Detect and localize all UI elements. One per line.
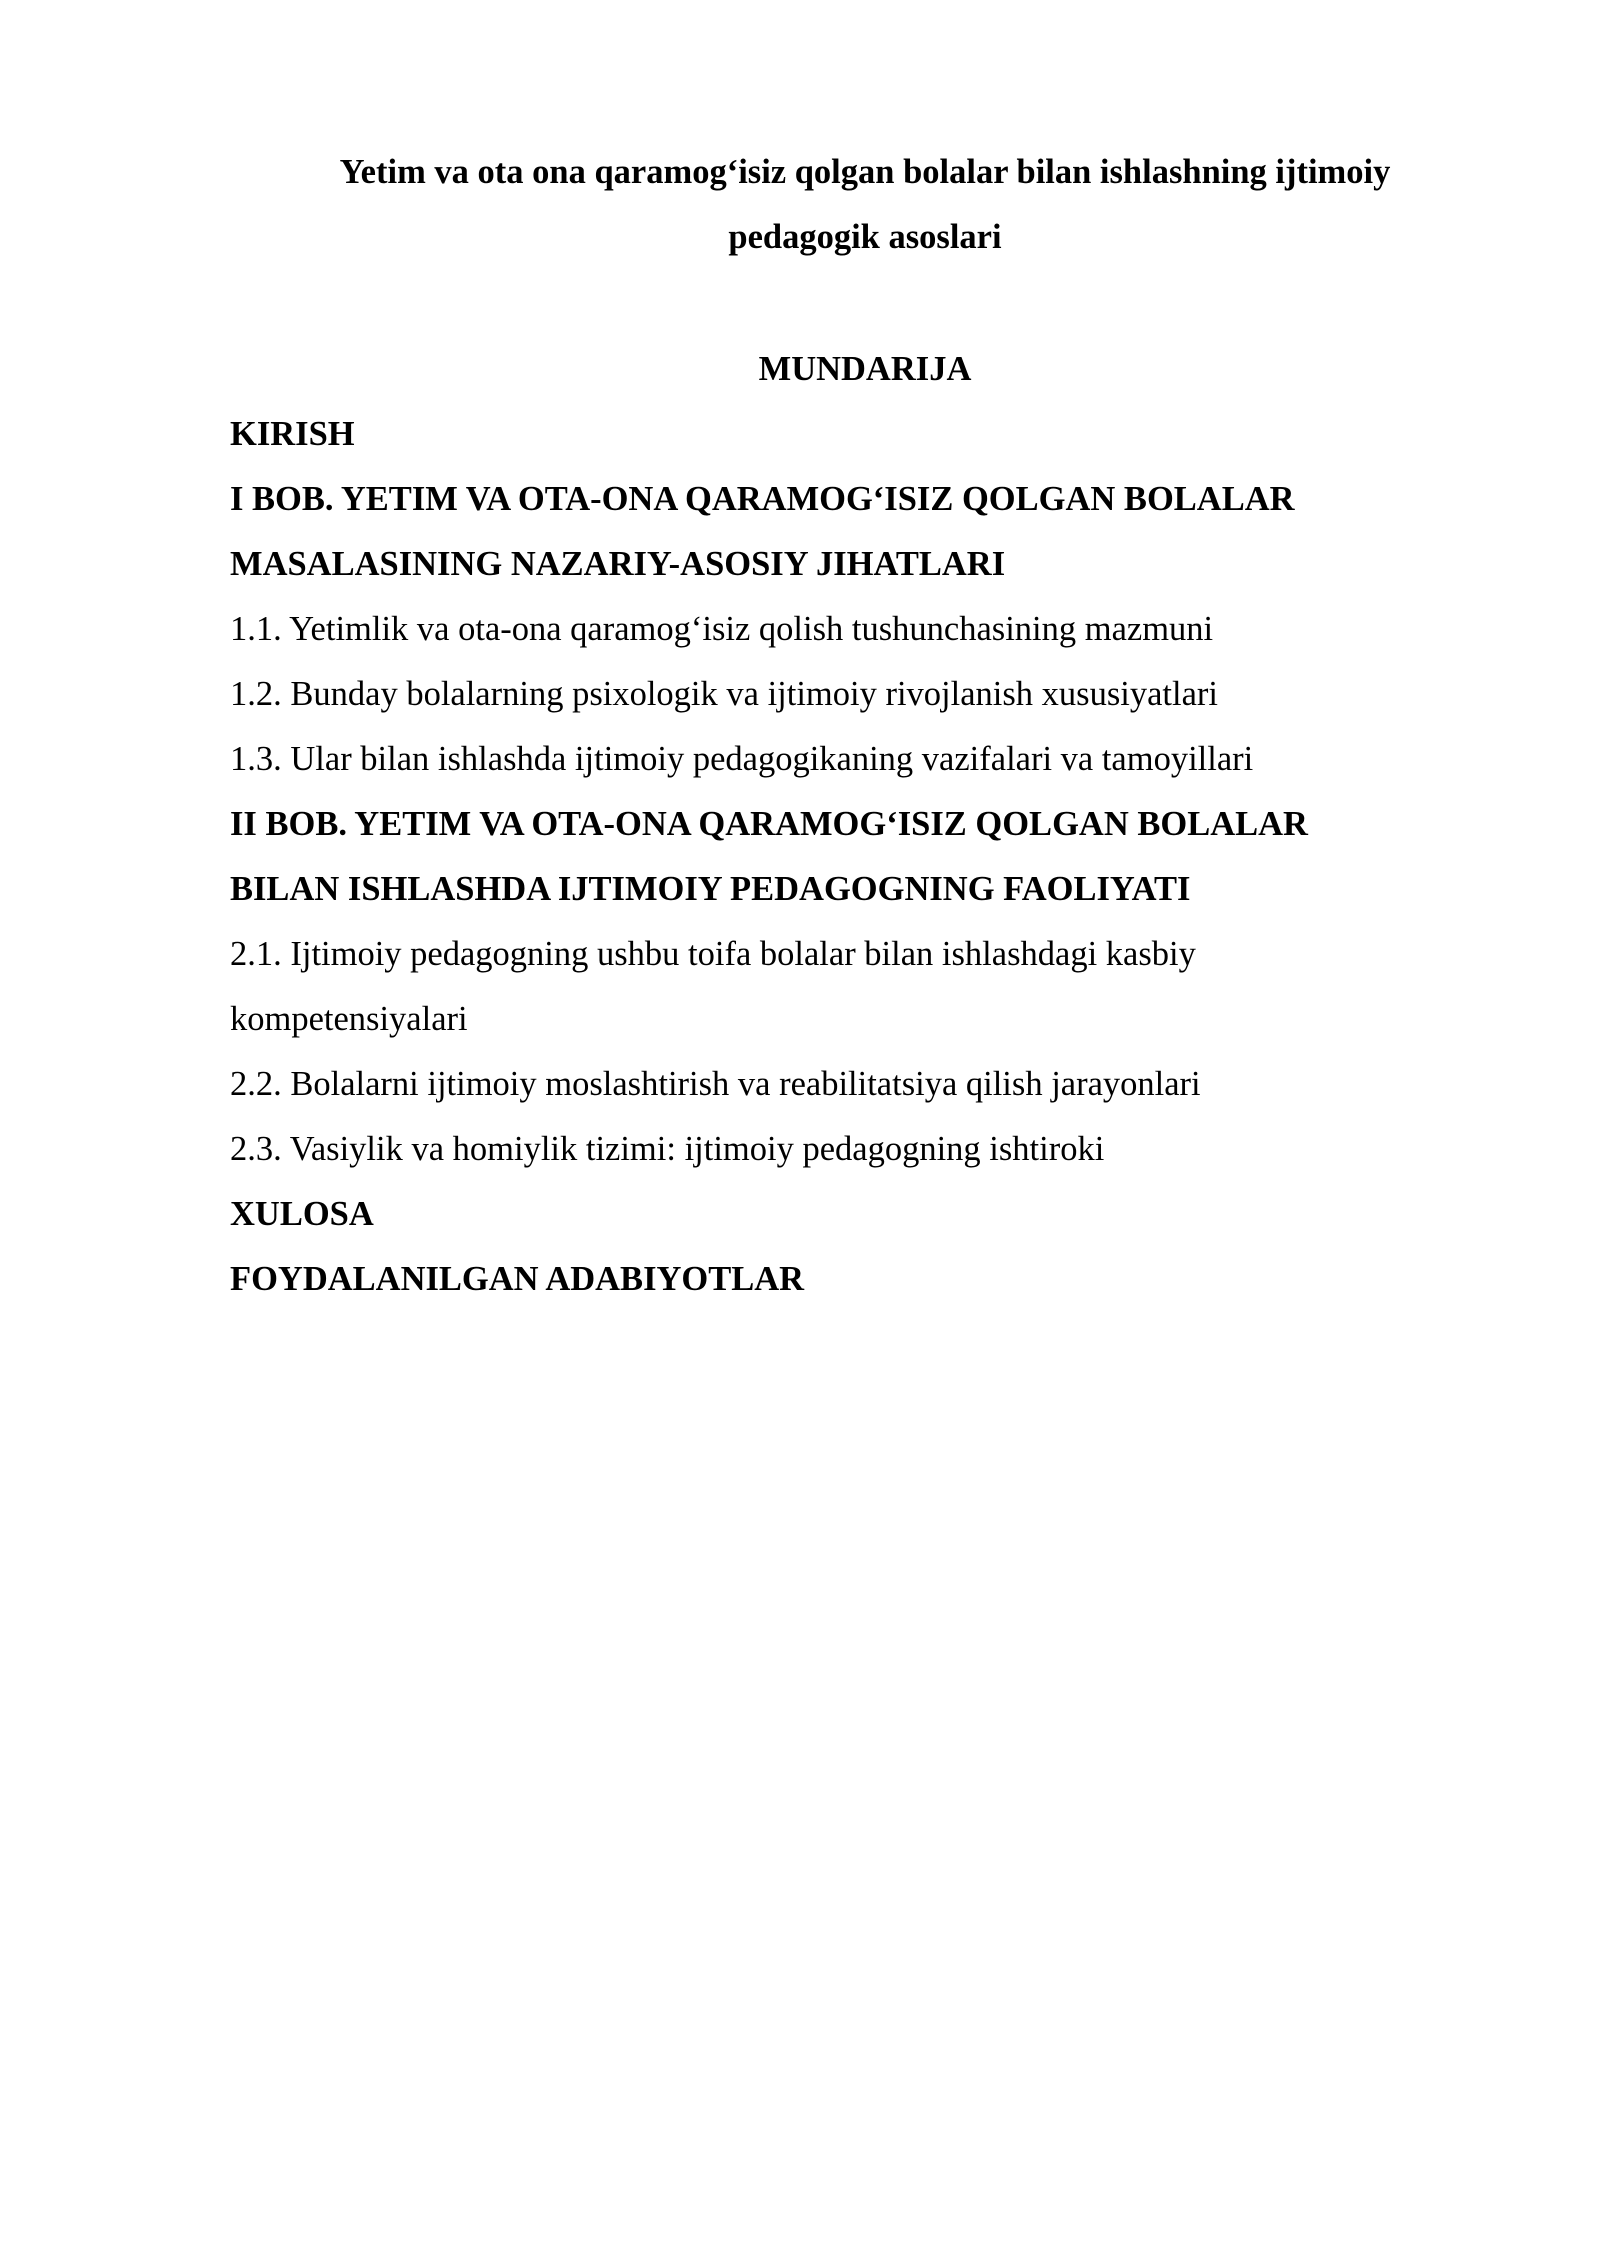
toc-entry-conclusion: XULOSA [230, 1195, 374, 1233]
document-title-line-1: Yetim va ota ona qaramog‘isiz qolgan bolalar bilan ishlashning ijtimoiy [339, 153, 1391, 191]
toc-entry-chapter-2-line-2: BILAN ISHLASHDA IJTIMOIY PEDAGOGNING FAOLIYATI [230, 870, 1191, 908]
toc-entry-introduction: KIRISH [230, 415, 355, 453]
toc-entry-section-1-3: 1.3. Ular bilan ishlashda ijtimoiy pedagogikaning vazifalari va tamoyillari [230, 740, 1254, 778]
document-title-line-2: pedagogik asoslari [728, 218, 1002, 256]
toc-entry-section-2-1-line-2: kompetensiyalari [230, 1000, 468, 1038]
document-title [230, 140, 1500, 270]
toc-entry-chapter-2-line-1: II BOB. YETIM VA OTA-ONA QARAMOG‘ISIZ QOLGAN BOLALAR [230, 805, 1308, 843]
toc-entry-bibliography: FOYDALANILGAN ADABIYOTLAR [230, 1260, 805, 1298]
toc-entry-section-1-1: 1.1. Yetimlik va ota-ona qaramog‘isiz qolish tushunchasining mazmuni [230, 610, 1214, 648]
toc-entry-section-2-1-line-1: 2.1. Ijtimoiy pedagogning ushbu toifa bolalar bilan ishlashdagi kasbiy [230, 935, 1196, 973]
toc-entry-chapter-1-line-1: I BOB. YETIM VA OTA-ONA QARAMOG‘ISIZ QOLGAN BOLALAR [230, 480, 1295, 518]
toc-entry-chapter-1-line-2: MASALASINING NAZARIY-ASOSIY JIHATLARI [230, 545, 1006, 583]
toc-entry-section-2-3: 2.3. Vasiylik va homiylik tizimi: ijtimoiy pedagogning ishtiroki [230, 1130, 1105, 1168]
table-of-contents-heading: MUNDARIJA [758, 350, 972, 388]
toc-entry-section-1-2: 1.2. Bunday bolalarning psixologik va ijtimoiy rivojlanish xususiyatlari [230, 675, 1218, 713]
table-of-contents [230, 402, 1500, 1312]
toc-entry-section-2-2: 2.2. Bolalarni ijtimoiy moslashtirish va reabilitatsiya qilish jarayonlari [230, 1065, 1201, 1103]
